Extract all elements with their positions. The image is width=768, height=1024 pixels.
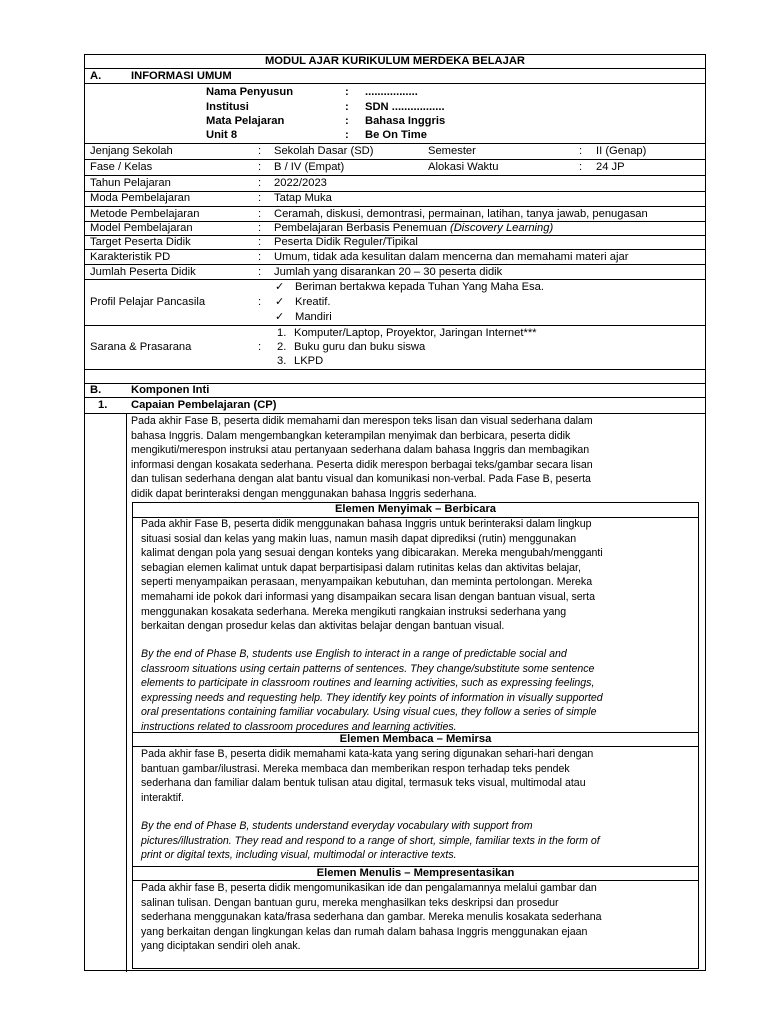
info-value-italic: (Discovery Learning)	[450, 222, 554, 234]
info-sep: :	[258, 266, 262, 278]
elemen-line: print or digital texts, including visual, multimodal or interactive texts.	[141, 849, 457, 862]
jenjang-row	[85, 144, 705, 160]
elemen-line: yang berkaitan dengan lingkungan kelas dan rumah dalam bahasa Inggris menggunakan ejaan	[141, 925, 588, 938]
elemen-line: kalimat dengan pola yang sesuai dengan konteks yang dibicarakan. Mereka mengubah/mengganti	[141, 547, 603, 560]
cp-left-divider	[126, 414, 127, 972]
elemen-line: interaktif.	[141, 791, 184, 804]
alokasi-value: 24 JP	[596, 161, 625, 173]
info-value: Jumlah yang disarankan 20 – 30 peserta didik	[274, 266, 503, 278]
elemen-heading: Elemen Menulis – Mempresentasikan	[316, 867, 515, 879]
elemen-line: pictures/illustration. They read and respond to a range of short, simple, familiar texts in the form of	[141, 834, 600, 847]
info-label: Model Pembelajaran	[90, 222, 193, 234]
elemen-line: situasi sosial dan kelas yang makin luas, namun masih dapat diprediksi (rutin) menggunakan	[141, 532, 577, 545]
cp-line: didik dapat berinteraksi dengan menggunakan bahasa Inggris sederhana.	[131, 487, 477, 500]
jenjang-label: Jenjang Sekolah	[90, 145, 173, 157]
info-value: 2022/2023	[274, 177, 327, 189]
info-value: Tatap Muka	[274, 192, 332, 204]
elemen-line: Pada akhir Fase B, peserta didik menggunakan bahasa Inggris untuk berinteraksi dalam lingkup	[141, 518, 592, 530]
info-value	[274, 222, 553, 235]
section-b-row	[85, 384, 705, 398]
elemen-heading-row	[133, 866, 698, 881]
fase-label: Fase / Kelas	[90, 161, 153, 173]
modul-ajar-document	[84, 54, 706, 971]
header-info-value: SDN .................	[365, 101, 445, 113]
elemen-id-paragraph	[141, 747, 691, 805]
elemen-line: By the end of Phase B, students use English to interact in a range of predictable social and	[141, 648, 567, 660]
section-a-heading: INFORMASI UMUM	[131, 70, 232, 82]
sarana-item-number: 1.	[277, 327, 287, 339]
header-info-sep: :	[345, 86, 349, 98]
info-sep: :	[258, 222, 262, 234]
elemen-line: seperti menyampaikan perasaan, menyampaikan kebutuhan, dan meminta pertolongan. Mereka	[141, 576, 593, 589]
elemen-line: expressing needs and requesting help. They identify key points of information in visually supported	[141, 691, 603, 704]
sarana-label: Sarana & Prasarana	[90, 341, 192, 353]
info-sep: :	[258, 177, 262, 189]
elemen-heading-row	[133, 732, 698, 747]
elemen-heading-row	[133, 503, 698, 518]
info-value: Peserta Didik Reguler/Tipikal	[274, 236, 418, 248]
info-row-moda	[85, 191, 705, 207]
cp-paragraph	[131, 414, 697, 502]
info-label: Moda Pembelajaran	[90, 192, 191, 204]
info-sep: :	[258, 251, 262, 263]
semester-value: II (Genap)	[596, 145, 647, 157]
cp-line: informasi dengan kosakata sederhana. Peserta didik merespon berbagai teks/gambar secara lisan	[131, 458, 593, 471]
header-info-sep: :	[345, 129, 349, 141]
sarana-item-number: 2.	[277, 341, 287, 353]
fase-row	[85, 160, 705, 176]
sarana-sep: :	[258, 341, 262, 353]
header-info-sep: :	[345, 101, 349, 113]
elemen-line: bantuan gambar/ilustrasi. Mereka membaca dan memberikan respon terhadap teks pendek	[141, 762, 570, 775]
header-info-label: Unit 8	[206, 129, 238, 141]
checkmark-icon: ✓	[275, 281, 285, 293]
info-row-metode	[85, 207, 705, 222]
elemen-line: elements to participate in classroom routines and learning activities, such as expressing feelings,	[141, 677, 595, 690]
section-b-letter: B.	[90, 384, 102, 396]
header-info-sep: :	[345, 115, 349, 127]
sarana-item-number: 3.	[277, 355, 287, 367]
title-row	[85, 55, 705, 69]
cp-line: dan tulisan sederhana dengan alat bantu visual dan komunikasi non-verbal. Pada Fase B, peserta	[131, 473, 591, 486]
header-info-value: .................	[365, 86, 418, 98]
header-info-value: Bahasa Inggris	[365, 115, 446, 127]
elemen-line: sederhana menggunakan kata/frasa sederhana dan gambar. Mereka menulis kosakata sederhana	[141, 911, 602, 924]
profil-item-text: Beriman bertakwa kepada Tuhan Yang Maha Esa.	[295, 281, 544, 293]
profil-sep: :	[258, 296, 262, 308]
info-label: Tahun Pelajaran	[90, 177, 171, 189]
document-title: MODUL AJAR KURIKULUM MERDEKA BELAJAR	[264, 55, 525, 67]
elemen-heading: Elemen Membaca – Memirsa	[339, 733, 492, 745]
header-info-label: Mata Pelajaran	[206, 115, 285, 127]
profil-row	[85, 280, 705, 326]
info-value: Umum, tidak ada kesulitan dalam mencerna dan memahami materi ajar	[274, 251, 629, 263]
fase-value: B / IV (Empat)	[274, 161, 345, 173]
info-label: Target Peserta Didik	[90, 236, 191, 248]
elemen-en-paragraph	[141, 819, 691, 863]
info-sep: :	[258, 208, 262, 220]
checkmark-icon: ✓	[275, 296, 285, 308]
elemen-heading: Elemen Menyimak – Berbicara	[334, 503, 497, 515]
elemen-line: menggunakan kosakata sederhana. Mereka mengikuti rangkaian instruksi sederhana yang	[141, 605, 567, 618]
checkmark-icon: ✓	[275, 311, 285, 323]
sarana-item-text: Komputer/Laptop, Proyektor, Jaringan Internet***	[294, 327, 537, 339]
jenjang-sep: :	[258, 145, 262, 157]
info-value-text: Pembelajaran Berbasis Penemuan	[274, 222, 450, 234]
section-a-letter: A.	[90, 70, 102, 82]
sarana-item-text: Buku guru dan buku siswa	[294, 341, 426, 353]
header-info-value: Be On Time	[365, 129, 427, 141]
elemen-line: oral presentations containing familiar vocabulary. Using visual cues, they follow a series of simple	[141, 706, 597, 719]
info-label: Metode Pembelajaran	[90, 208, 200, 220]
elemen-line: sebagian elemen kalimat untuk dapat berpartisipasi dalam rutinitas kelas dan aktivitas belajar,	[141, 561, 581, 574]
elemen-en-paragraph	[141, 647, 691, 735]
profil-item-text: Kreatif.	[295, 296, 331, 308]
info-row-model	[85, 222, 705, 236]
elemen-line: By the end of Phase B, students understand everyday vocabulary with support from	[141, 820, 533, 832]
elemen-line: salinan tulisan. Dengan bantuan guru, mereka menghasilkan teks deskripsi dan prosedur	[141, 896, 559, 909]
info-sep: :	[258, 236, 262, 248]
info-row-target	[85, 236, 705, 250]
elemen-line: classroom situations using certain patterns of sentences. They change/substitute some sentence	[141, 662, 595, 675]
jenjang-value: Sekolah Dasar (SD)	[274, 145, 374, 157]
info-value: Ceramah, diskusi, demontrasi, permainan, latihan, tanya jawab, penugasan	[274, 208, 648, 220]
alokasi-sep: :	[579, 161, 583, 173]
cp-number: 1.	[98, 399, 108, 411]
semester-label: Semester	[428, 145, 476, 157]
header-info-label: Institusi	[206, 101, 249, 113]
info-label: Jumlah Peserta Didik	[90, 266, 196, 278]
elemen-id-paragraph	[141, 517, 691, 634]
cp-line: Pada akhir Fase B, peserta didik memahami dan merespon teks lisan dan visual sederhana dalam	[131, 415, 593, 427]
sarana-row	[85, 326, 705, 370]
header-info-label: Nama Penyusun	[206, 86, 294, 98]
alokasi-label: Alokasi Waktu	[428, 161, 499, 173]
info-row-karakteristik	[85, 250, 705, 265]
section-b-heading: Komponen Inti	[131, 384, 210, 396]
elemen-line: berkaitan dengan prosedur kelas dan aktivitas belajar dengan bantuan visual.	[141, 620, 505, 633]
info-row-jumlah	[85, 265, 705, 280]
elemen-id-paragraph	[141, 881, 691, 954]
info-row-tahun	[85, 176, 705, 192]
cp-line: mengikuti/merespon instruksi atau pertanyaan sederhana dalam bahasa Inggris dan membagikan	[131, 444, 590, 457]
cp-line: bahasa Inggris. Dalam mengembangkan keterampilan menyimak dan berbicara, peserta didik	[131, 429, 571, 442]
elemen-line: instructions related to classroom procedures and learning activities.	[141, 720, 457, 733]
semester-sep: :	[579, 145, 583, 157]
elemen-box	[132, 502, 699, 969]
elemen-line: sederhana dan familiar dalam bentuk tulisan atau digital, termasuk teks visual, multimodal atau	[141, 777, 586, 790]
profil-item-text: Mandiri	[295, 311, 332, 323]
sarana-item-text: LKPD	[294, 355, 324, 367]
elemen-line: Pada akhir fase B, peserta didik mengomunikasikan ide dan pengalamannya melalui gambar dan	[141, 882, 597, 894]
elemen-line: yang diciptakan sendiri oleh anak.	[141, 940, 301, 953]
info-label: Karakteristik PD	[90, 251, 171, 263]
cp-heading: Capaian Pembelajaran (CP)	[131, 399, 277, 411]
header-info-block	[85, 84, 705, 144]
section-a-row	[85, 69, 705, 84]
empty-row	[85, 370, 705, 384]
profil-label: Profil Pelajar Pancasila	[90, 296, 206, 308]
elemen-line: memahami ide pokok dari informasi yang disampaikan secara lisan dengan bantuan visual, serta	[141, 590, 596, 603]
fase-sep: :	[258, 161, 262, 173]
cp-row	[85, 398, 705, 414]
info-sep: :	[258, 192, 262, 204]
elemen-line: Pada akhir fase B, peserta didik memahami kata-kata yang sering digunakan sehari-hari dengan	[141, 748, 594, 760]
